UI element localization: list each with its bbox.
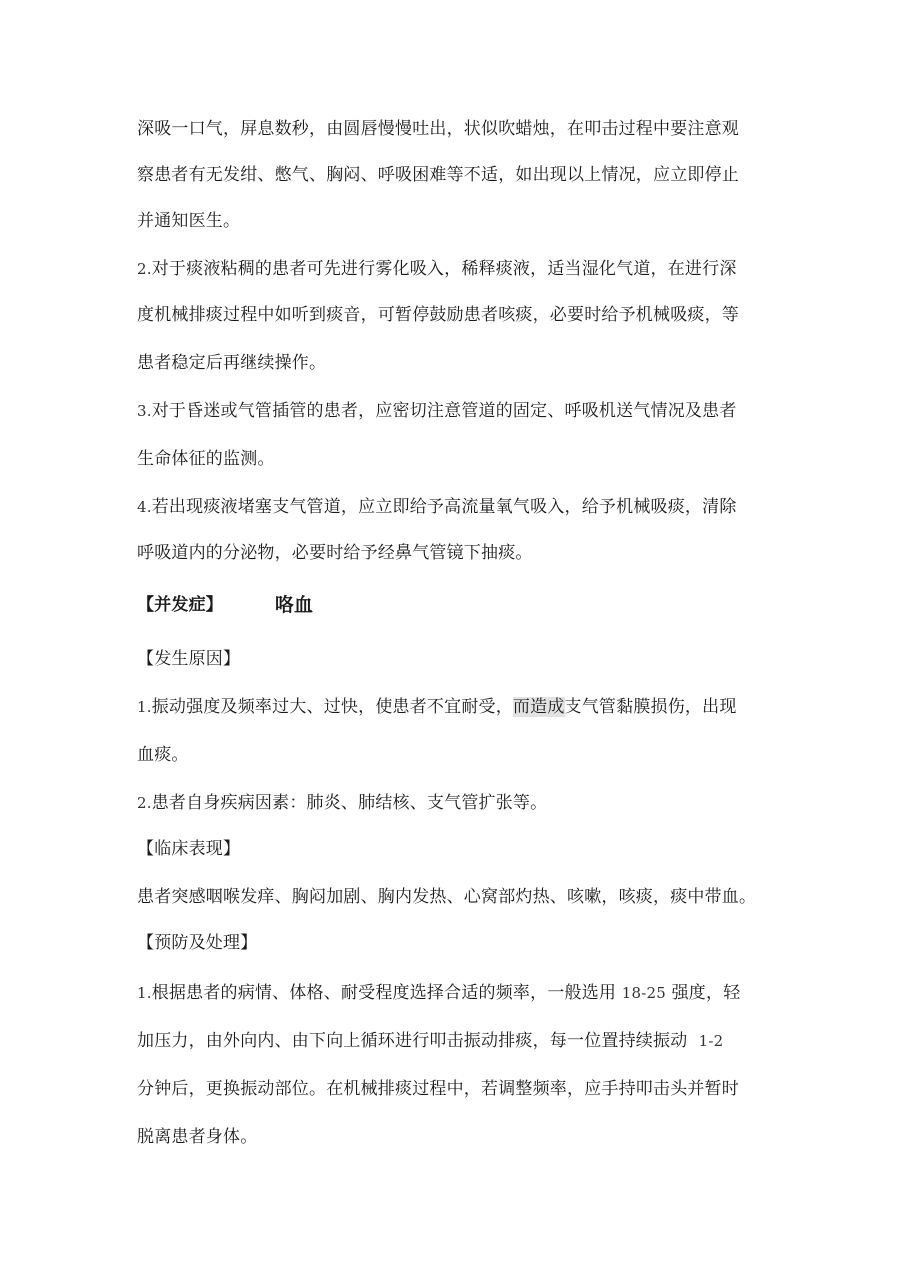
paragraph-line [137,1030,723,1052]
complication-heading [137,594,223,616]
text: 患者自身疾病因素：肺炎、肺结核、支气管扩张等。 [151,793,548,813]
text: 支气管黏膜损伤，出现 [564,697,737,717]
text: 并通知医生。 [137,211,241,231]
paragraph-line [137,164,739,186]
text: 对于昏迷或气管插管的患者，应密切注意管道的固定、呼吸机送气情况及患者 [151,401,737,421]
paragraph-line [137,792,547,814]
text: 察患者有无发绀、憋气、胸闷、呼吸困难等不适，如出现以上情况，应立即停止 [137,165,739,185]
paragraph-line [137,696,737,718]
text: 血痰。 [137,745,189,765]
paragraph-line [137,886,756,908]
text: 呼吸道内的分泌物，必要时给予经鼻气管镜下抽痰。 [137,543,533,563]
heading-text: 【预防及处理】 [137,933,258,953]
list-number: 3. [137,402,152,420]
list-number: 4. [137,498,152,516]
list-number: 2. [137,260,152,278]
list-number: 1. [137,698,152,716]
text: 振动强度及频率过大、过快，使患者不宜耐受， [151,697,513,717]
section-heading [137,932,257,954]
numeric-range: 18-25 [621,984,666,1002]
paragraph-line [137,258,737,280]
text: 加压力，由外向内、由下向上循环进行叩击振动排痰，每一位置持续振动 [137,1031,688,1051]
complication-title: 咯血 [275,594,314,616]
text: 若出现痰液堵塞支气管道，应立即给予高流量氧气吸入，给予机械吸痰，清除 [151,497,737,517]
text: 根据患者的病情、体格、耐受程度选择合适的频率，一般选用 [151,983,617,1003]
list-number: 2. [137,794,152,812]
paragraph-line [137,542,533,564]
paragraph-line [137,1078,739,1100]
section-heading [137,838,240,860]
text: 强度，轻 [671,983,741,1003]
text: 对于痰液粘稠的患者可先进行雾化吸入，稀释痰液，适当湿化气道，在进行深 [151,259,737,279]
paragraph-line [137,982,740,1004]
text: 患者稳定后再继续操作。 [137,353,327,373]
text: 分钟后，更换振动部位。在机械排痰过程中，若调整频率，应手持叩击头并暂时 [137,1079,739,1099]
section-heading [137,648,240,670]
heading-text: 【发生原因】 [137,649,241,669]
text: 度机械排痰过程中如听到痰音，可暂停鼓励患者咳痰，必要时给予机械吸痰，等 [137,305,739,325]
text: 脱离患者身体。 [137,1127,258,1147]
paragraph-line [137,352,326,374]
list-number: 1. [137,984,152,1002]
paragraph-line [137,118,739,140]
heading-text: 【临床表现】 [137,839,241,859]
paragraph-line [137,448,275,470]
text: 深吸一口气，屏息数秒，由圆唇慢慢吐出，状似吹蜡烛，在叩击过程中要注意观 [137,119,739,139]
section-label: 【并发症】 [137,595,223,615]
highlighted-text: 而造成 [512,697,565,717]
text: 生命体征的监测。 [137,449,275,469]
paragraph-line [137,210,240,232]
paragraph-line [137,1126,257,1148]
text: 患者突感咽喉发痒、胸闷加剧、胸内发热、心窝部灼热、咳嗽，咳痰，痰中带血。 [137,887,757,907]
numeric-range: 1-2 [698,1032,724,1050]
paragraph-line [137,496,737,518]
paragraph-line [137,304,739,326]
paragraph-line [137,400,737,422]
paragraph-line [137,744,189,766]
